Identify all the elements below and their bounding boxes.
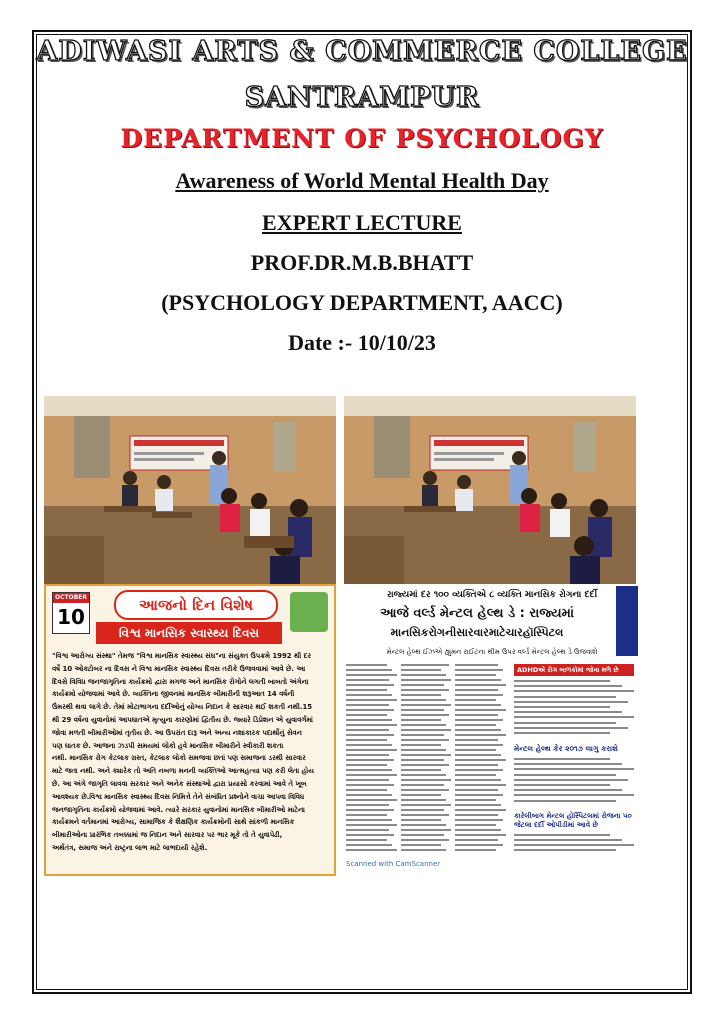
- newsprint-line: [455, 734, 506, 736]
- newsprint-line: [346, 804, 389, 806]
- newsprint-line: [514, 716, 634, 718]
- newsprint-line: [401, 779, 452, 781]
- newsprint-line: [346, 759, 394, 761]
- newsprint-line: [455, 749, 496, 751]
- newsprint-line: [455, 739, 498, 741]
- newsprint-line: [346, 684, 394, 686]
- newsprint-line: [346, 834, 394, 836]
- newsprint-line: [346, 719, 392, 721]
- newsprint-line: [401, 764, 449, 766]
- newsprint-line: [401, 849, 447, 851]
- newsprint-line: [346, 809, 394, 811]
- newsprint-line: [401, 689, 449, 691]
- newsprint-line: [455, 804, 501, 806]
- newspaper-clipping-right: [342, 584, 638, 876]
- newsprint-line: [401, 794, 442, 796]
- clipping-columns: [346, 664, 506, 854]
- clipping-headline-2: માનસિકરોગનીસારવારમાટેચારહૉસ્પિટલ: [390, 626, 564, 639]
- newsprint-line: [455, 769, 503, 771]
- newsprint-line: [401, 694, 442, 696]
- newsprint-line: [346, 749, 397, 751]
- newsprint-line: [401, 724, 447, 726]
- event-date: Date :- 10/10/23: [288, 330, 436, 355]
- newsprint-line: [346, 709, 394, 711]
- newsprint-line: [401, 829, 452, 831]
- newsprint-line: [346, 674, 397, 676]
- newsprint-line: [514, 794, 634, 796]
- newsprint-line: [401, 749, 447, 751]
- newsprint-line: [401, 754, 452, 756]
- newsprint-line: [455, 719, 503, 721]
- newsprint-line: [346, 689, 387, 691]
- newsprint-line: [401, 674, 447, 676]
- newsprint-line: [346, 784, 394, 786]
- newsprint-line: [346, 669, 392, 671]
- clipping-body-line: "વિશ્વ આરોગ્ય સંસ્થા" તેમજ "વિશ્વ માનસિક સ્વાસ્થ્ય સંઘ"ના સંયુક્ત ઉપક્રમે 1992 થી દર: [52, 652, 312, 660]
- newsprint-line: [455, 744, 503, 746]
- newsprint-line: [514, 711, 622, 713]
- newsprint-line: [401, 819, 442, 821]
- clipping-body-line: ઉંમરથી થવા લાગે છે. તેમાં મોટાભાગના દર્દીઓનું યોગ્ય નિદાન કે સારવાર થઈ શકતી નથી.15: [52, 703, 313, 712]
- newsprint-line: [401, 824, 447, 826]
- clipping-body-line: આવશ્યક છે.વિશ્વ માનસિક સ્વાસ્થ્ય દિવસ નિમિત્તે તેને સંબંધિત પ્રશ્નોને વાચા આપવા વિવિધ: [52, 792, 305, 801]
- newsprint-line: [455, 729, 501, 731]
- newsprint-line: [401, 784, 444, 786]
- clipping-banner: આજનો દિન વિશેષ: [114, 590, 278, 620]
- clipping-body-line: અર્થતંત્ર, સમાજ અને રાષ્ટ્રના લાભ માટે લાભદાયી રહેશે.: [52, 843, 208, 852]
- newsprint-line: [346, 769, 392, 771]
- newsprint-line: [455, 674, 496, 676]
- masthead-strip: [616, 586, 638, 656]
- newsprint-line: [401, 844, 442, 846]
- illustration-icon: [290, 592, 328, 632]
- newsprint-line: [401, 839, 449, 841]
- newsprint-line: [455, 829, 501, 831]
- newsprint-line: [346, 774, 397, 776]
- newsprint-line: [514, 706, 610, 708]
- newsprint-line: [455, 784, 506, 786]
- box-text-3: [514, 834, 634, 864]
- event-photo-left: [44, 396, 336, 584]
- newsprint-line: [346, 729, 389, 731]
- clipping-headline: વિશ્વ માનસિક સ્વાસ્થ્ય દિવસ: [96, 622, 282, 644]
- newsprint-line: [514, 696, 616, 698]
- newsprint-line: [455, 764, 498, 766]
- speaker-name: PROF.DR.M.B.BHATT: [250, 250, 474, 275]
- newsprint-line: [401, 679, 452, 681]
- newsprint-line: [346, 704, 389, 706]
- newsprint-line: [514, 701, 628, 703]
- box-text-2: [514, 758, 634, 808]
- clipping-body-line: માટે જતા નથી. અને ક્યારેક તો અતિ નબળા મનની વ્યક્તિઓ આત્મહત્યા પણ કરી લેતા હોય: [52, 767, 314, 776]
- newsprint-line: [455, 754, 501, 756]
- clipping-body-line: કાર્યક્રમને વર્તમાનમાં આરોગ્ય, સામાજિક કે શૈક્ષણિક કાર્યક્રમોની સાથે સાંકળી માનસિક: [52, 818, 295, 827]
- newsprint-line: [401, 799, 447, 801]
- newsprint-line: [401, 804, 452, 806]
- newsprint-line: [514, 779, 628, 781]
- newsprint-line: [514, 680, 610, 682]
- newsprint-line: [401, 714, 449, 716]
- clipping-subhead: મેન્ટલ હેલ્થ ઈઝએ હ્યુમન રાઈટના થીમ ઉપર વર્લ્ડ મેન્ટલ હેલ્થ ડે ઉજવાશે: [386, 648, 598, 656]
- newsprint-line: [514, 722, 616, 724]
- newsprint-line: [346, 679, 389, 681]
- newsprint-line: [401, 729, 452, 731]
- newsprint-line: [346, 824, 397, 826]
- event-photo-right: [344, 396, 636, 584]
- newsprint-line: [455, 669, 503, 671]
- newsprint-line: [346, 764, 387, 766]
- newsprint-line: [455, 704, 501, 706]
- newsprint-line: [401, 709, 444, 711]
- newsprint-line: [455, 834, 506, 836]
- clipping-body-line: કાર્યક્રમો યોજવામાં આવે છે. વ્યક્તિના જીવનમાં માનસિક બીમારીની શરૂઆત 14 વર્ષની: [52, 690, 295, 699]
- newsprint-line: [514, 732, 610, 734]
- newsprint-line: [401, 704, 452, 706]
- newsprint-line: [455, 664, 498, 666]
- newsprint-line: [514, 800, 616, 802]
- newsprint-line: [455, 789, 498, 791]
- newsprint-line: [514, 690, 634, 692]
- clipping-body-line: જનજાગૃતિના કાર્યક્રમો યોજવામાં આવે. ત્યારે સરકાર યુવાનોમાં માનસિક બીમારીઓ માટેના: [52, 805, 305, 814]
- newsprint-line: [455, 799, 496, 801]
- newsprint-line: [346, 844, 392, 846]
- newsprint-line: [346, 724, 397, 726]
- clipping-kicker: રાજ્યમાં દર ૧૦૦ વ્યક્તિએ ૮ વ્યક્તિ માનસિક રોગના દર્દી: [386, 590, 598, 600]
- newsprint-line: [455, 714, 498, 716]
- college-location: SANTRAMPUR: [244, 82, 480, 113]
- speaker-affiliation: (PSYCHOLOGY DEPARTMENT, AACC): [161, 290, 563, 315]
- newsprint-line: [346, 744, 392, 746]
- newsprint-line: [455, 694, 503, 696]
- newsprint-line: [514, 844, 634, 846]
- newsprint-line: [346, 694, 392, 696]
- newsprint-line: [346, 739, 387, 741]
- newsprint-line: [401, 739, 449, 741]
- newsprint-line: [455, 819, 503, 821]
- newsprint-line: [401, 669, 442, 671]
- newsprint-line: [401, 684, 444, 686]
- newsprint-line: [401, 734, 444, 736]
- newsprint-line: [455, 684, 506, 686]
- newsprint-line: [401, 744, 442, 746]
- newsprint-line: [346, 839, 387, 841]
- newsprint-line: [514, 839, 622, 841]
- newsprint-line: [346, 794, 392, 796]
- newsprint-line: [346, 849, 397, 851]
- box-text-1: [514, 680, 634, 740]
- calendar-icon: OCTOBER 10: [52, 592, 90, 634]
- newsprint-line: [455, 794, 503, 796]
- newsprint-line: [455, 759, 506, 761]
- clipping-body-line: વર્ષે 10 ઓક્ટોબર ના દિવસ ને વિશ્વ માનસિક સ્વાસ્થ્ય દિવસ તરીકે ઉજવવામાં આવે છે. આ: [52, 664, 306, 673]
- newsprint-line: [514, 758, 610, 760]
- newsprint-line: [346, 814, 387, 816]
- newsprint-line: [514, 849, 616, 851]
- newsprint-line: [455, 849, 496, 851]
- newsprint-line: [455, 709, 506, 711]
- newsprint-line: [514, 727, 628, 729]
- newsprint-line: [455, 824, 496, 826]
- newsprint-line: [346, 734, 394, 736]
- newsprint-line: [514, 763, 622, 765]
- newsprint-line: [455, 839, 498, 841]
- college-name: ADIWASI ARTS & COMMERCE COLLEGE: [36, 36, 688, 67]
- clipping-body-line: નથી. માનસિક રોગ કેટલાક ગ્રસ્ત, કેટલાક લોકો સમજવા છતાં પણ સમાજના ડરથી સારવાર: [52, 754, 306, 763]
- newsprint-line: [514, 834, 610, 836]
- event-title: Awareness of World Mental Health Day: [175, 168, 549, 193]
- lecture-type: EXPERT LECTURE: [262, 210, 462, 235]
- newsprint-line: [401, 809, 444, 811]
- newsprint-line: [401, 719, 442, 721]
- newsprint-line: [455, 809, 506, 811]
- clipping-body-line: છે. આ અંગે જાગૃતિ લાવવા સરકાર અને અનેક સંસ્થાઓ દ્વારા પ્રયાસો કરવામાં આવે તે ખૂબ: [52, 779, 307, 788]
- box-heading-2: મેન્ટલ હેલ્થ કેર ૨૦૧૭ લાગુ કરાશે: [514, 744, 618, 753]
- newsprint-line: [346, 754, 389, 756]
- newsprint-line: [455, 774, 496, 776]
- clipping-body-line: બીમારીઓના પ્રારંભિક તબક્કામાં જ નિદાન અને સારવાર પર ભાર મૂકે તો તે યુવાપેઢી,: [52, 831, 283, 840]
- newsprint-line: [401, 759, 444, 761]
- newsprint-line: [401, 834, 444, 836]
- newsprint-line: [455, 689, 498, 691]
- newsprint-line: [401, 699, 447, 701]
- clipping-body: [52, 650, 330, 855]
- box-heading-3: કારેલીબાગ મેન્ટલ હોસ્પિટલમાં રોજના ૫૦ જેટલા દર્દી ઓપીડીમાં આવે છે: [514, 812, 632, 829]
- clipping-body-line: જોવા મળતી બીમારીઓમાં તૃતીય છે. આ ઉપરાંત દારૂ અને અન્ય નશાકારક પદાર્થોનું સેવન: [52, 728, 302, 737]
- newsprint-line: [514, 789, 622, 791]
- newsprint-line: [346, 714, 387, 716]
- newsprint-line: [401, 769, 442, 771]
- newsprint-line: [455, 699, 496, 701]
- newsprint-line: [346, 799, 397, 801]
- department-name: DEPARTMENT OF PSYCHOLOGY: [120, 124, 604, 153]
- box-heading-1: ADHDએ રોગ બાળકોમાં જોવા મળે છે: [514, 664, 634, 676]
- clipping-body-line: પણ ઘાતક છે. આજના ઝડપી સમયમાં લોકો હવે માનસિક બીમારીને સ્વીકારી શકતા: [52, 741, 284, 750]
- newsprint-line: [455, 814, 498, 816]
- scanner-watermark: Scanned with CamScanner: [346, 860, 441, 868]
- newsprint-line: [401, 789, 449, 791]
- newsprint-line: [514, 784, 610, 786]
- clipping-body-line: દિવસે વિવિધ જનજાગૃતિના કાર્યક્રમો દ્વારા મગજ અને માનસિક રોગોને લગતી બાબતો અંગેના: [52, 677, 309, 686]
- newsprint-line: [401, 814, 449, 816]
- newsprint-line: [401, 664, 449, 666]
- clipping-body-line: થી 29 વર્ષના યુવાનોમાં આપઘાતએ મૃત્યુના કારણોમાં દ્વિતીય છે. જ્યારે ડિપ્રેશન એ યુવાવર્ગમાં: [52, 715, 313, 724]
- newsprint-line: [401, 774, 447, 776]
- newsprint-line: [346, 779, 389, 781]
- newsprint-line: [346, 789, 387, 791]
- newsprint-line: [455, 844, 503, 846]
- newsprint-line: [514, 685, 622, 687]
- newsprint-line: [455, 779, 501, 781]
- newsprint-line: [346, 664, 387, 666]
- newsprint-line: [346, 699, 397, 701]
- newsprint-line: [346, 819, 392, 821]
- newsprint-line: [514, 774, 616, 776]
- newsprint-line: [346, 829, 389, 831]
- newsprint-line: [514, 768, 634, 770]
- clipping-headline-1: આજે વર્લ્ડ મેન્ટલ હેલ્થ ડે : રાજ્યમાં: [379, 606, 575, 621]
- newsprint-line: [455, 724, 496, 726]
- newspaper-clipping-left: [44, 584, 336, 876]
- newsprint-line: [455, 679, 501, 681]
